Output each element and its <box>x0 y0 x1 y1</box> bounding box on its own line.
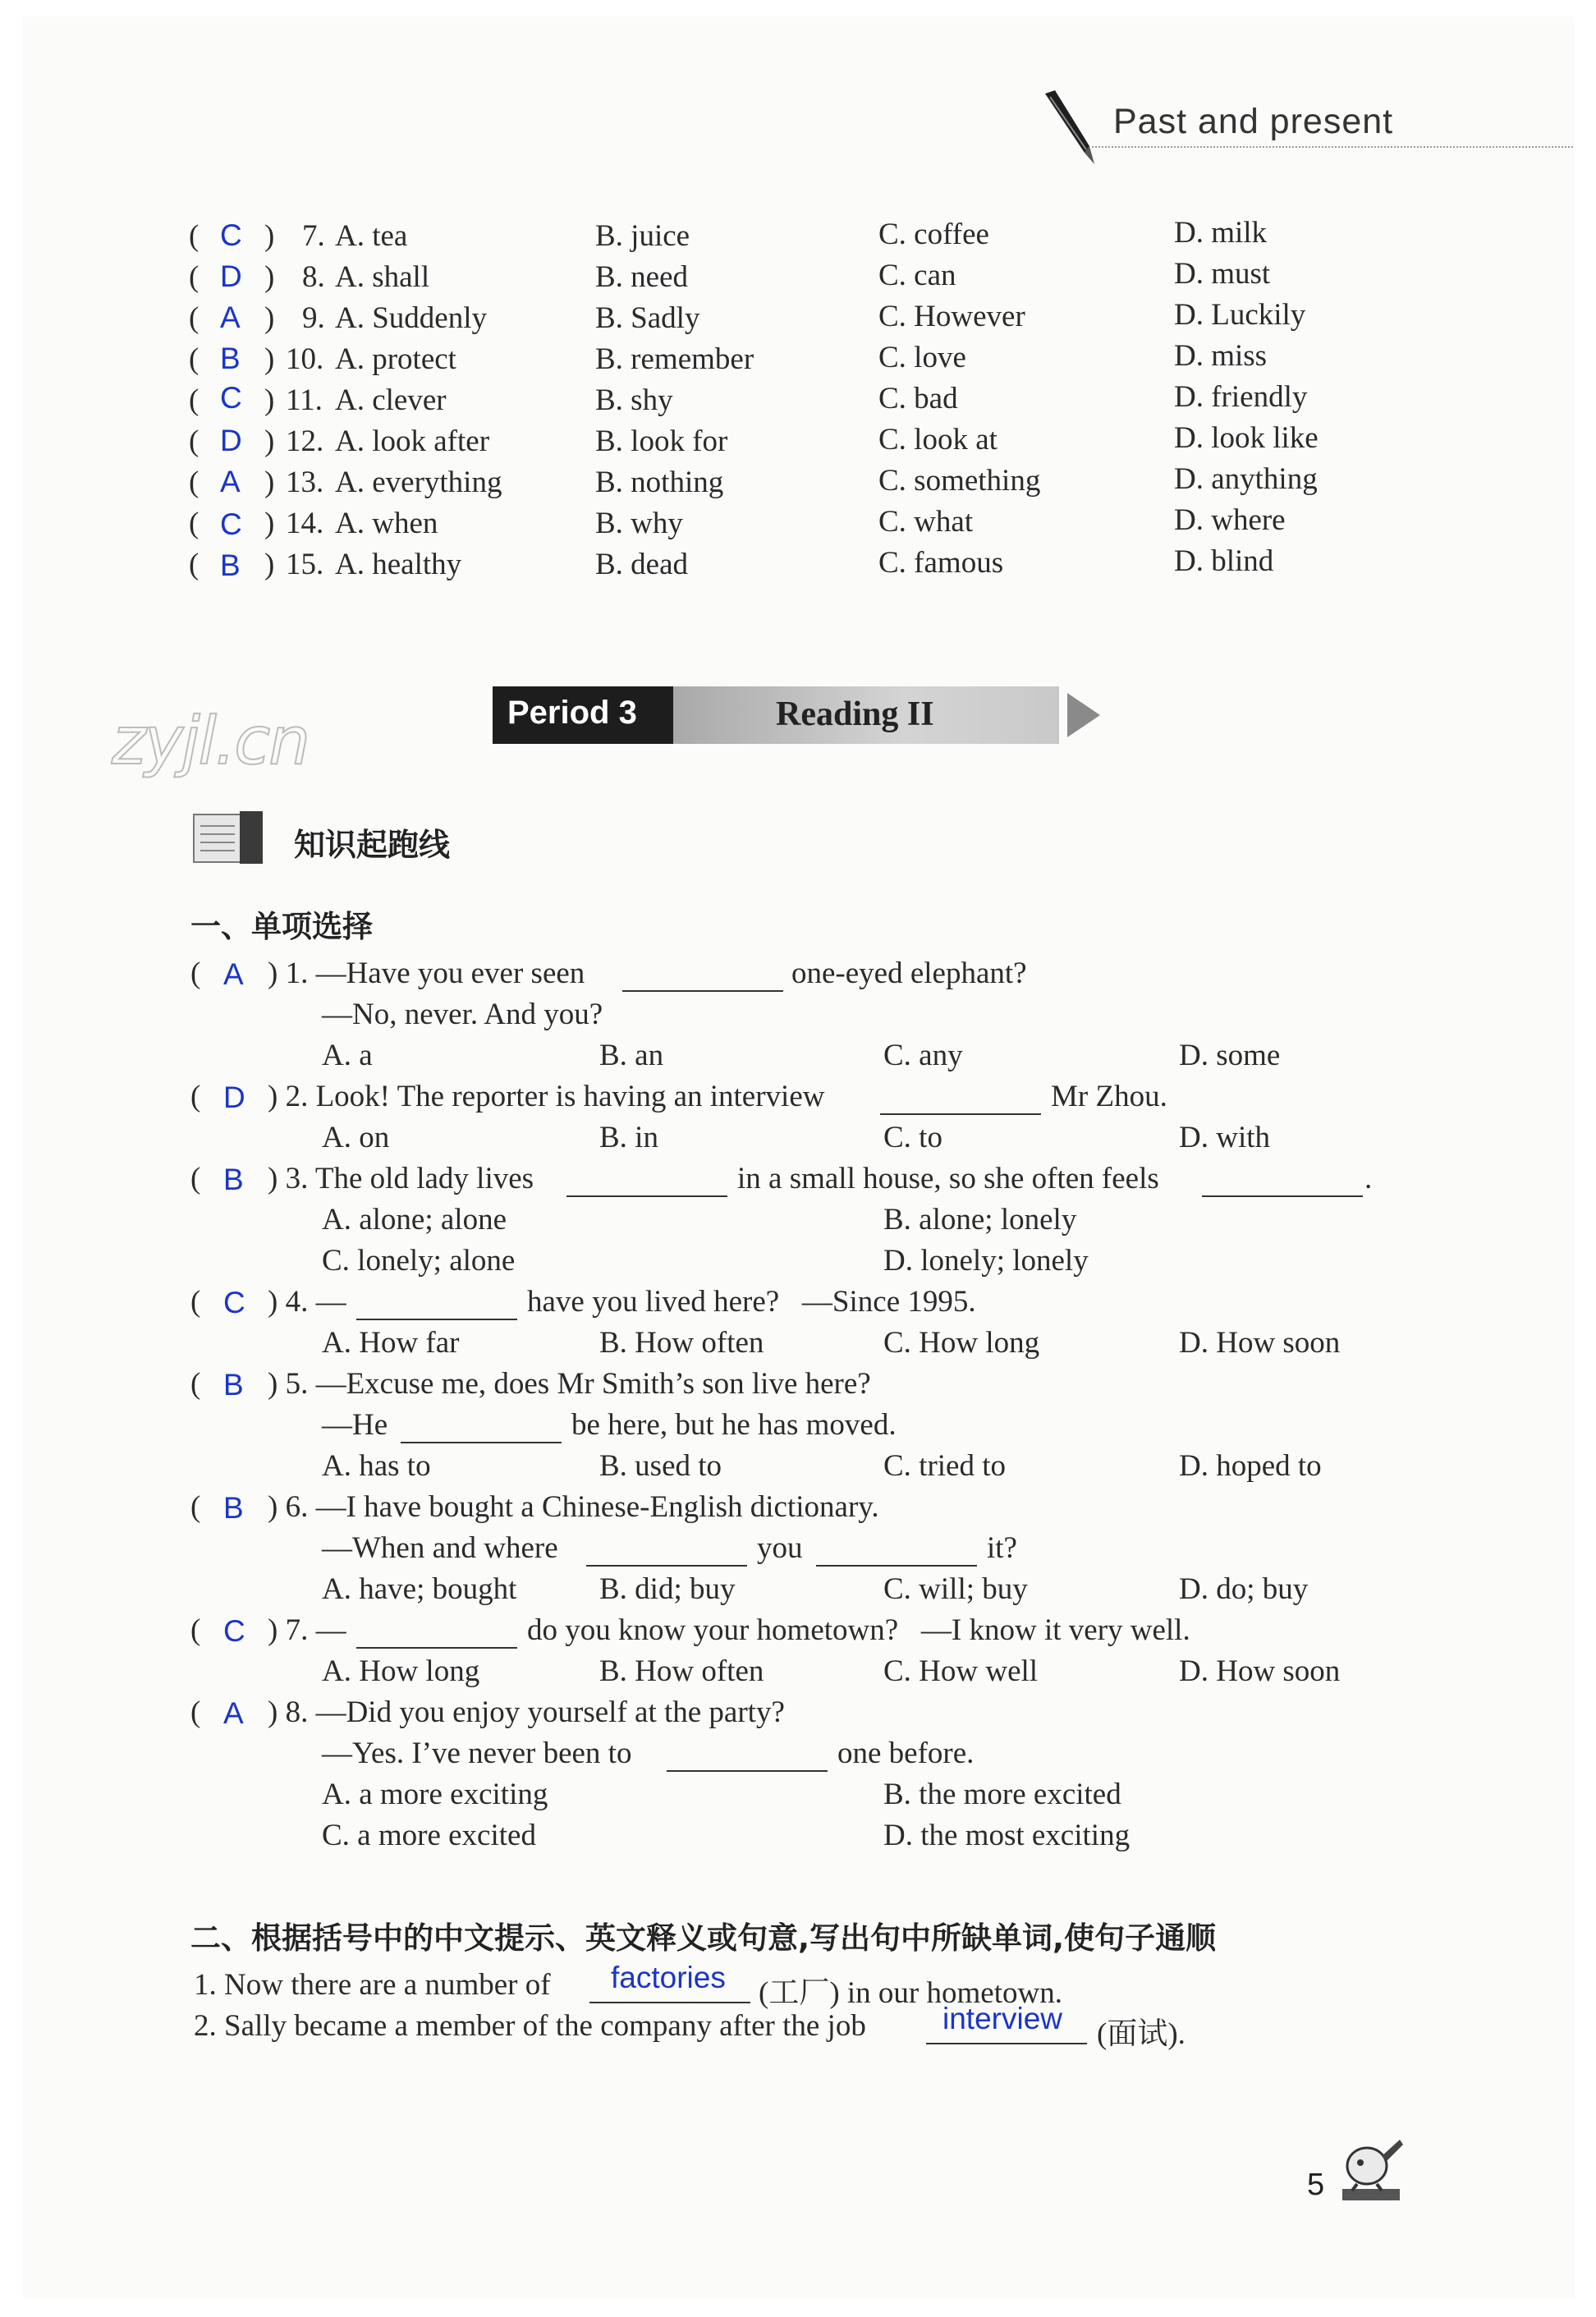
heading-fill-in: 二、根据括号中的中文提示、英文释义或句意,写出句中所缺单词,使句子通顺 <box>190 1920 1217 1956</box>
answer-blank <box>1202 1195 1363 1197</box>
answer-mark: C <box>220 218 242 252</box>
answer-mark: B <box>220 342 241 375</box>
answer-blank <box>816 1565 977 1567</box>
header-rule <box>1092 146 1573 148</box>
answer-blank <box>589 2002 750 2003</box>
page-number: 5 <box>1307 2168 1325 2202</box>
answer-mark: C <box>223 1614 245 1648</box>
answer-blank <box>586 1565 747 1567</box>
answer-mark: C <box>223 1286 245 1319</box>
answer-mark: C <box>220 381 242 415</box>
header-title: Past and present <box>1113 102 1394 141</box>
answer-blank <box>667 1770 828 1772</box>
answer-blank <box>880 1113 1041 1115</box>
period-label: Period 3 <box>507 695 637 731</box>
answer-mark: A <box>220 465 241 498</box>
pen-icon <box>1039 89 1104 171</box>
answer-blank <box>622 990 783 992</box>
answer-mark: A <box>223 957 244 991</box>
mascot-icon <box>1334 2131 1408 2209</box>
answer-mark: D <box>220 424 242 457</box>
answer-mark: A <box>220 301 241 334</box>
answer-blank <box>566 1195 727 1197</box>
answer-mark: A <box>223 1696 244 1730</box>
fill-answer: factories <box>611 1961 726 1994</box>
watermark-logo: zyjl.cn <box>112 703 309 779</box>
answer-blank <box>356 1319 517 1320</box>
answer-mark: B <box>223 1163 244 1196</box>
answer-blank <box>401 1442 562 1443</box>
answer-mark: B <box>220 548 241 582</box>
answer-blank <box>926 2043 1087 2044</box>
answer-mark: D <box>220 259 242 293</box>
book-icon <box>190 810 266 867</box>
answer-mark: B <box>223 1368 244 1402</box>
section-title: 知识起跑线 <box>294 827 451 863</box>
answer-mark: B <box>223 1491 244 1525</box>
fill-answer: interview <box>942 2002 1062 2035</box>
answer-mark: D <box>223 1081 245 1114</box>
reading-label: Reading II <box>776 695 934 733</box>
answer-mark: C <box>220 507 242 541</box>
answer-blank <box>356 1647 517 1649</box>
arrow-icon <box>1067 693 1100 737</box>
heading-single-choice: 一、单项选择 <box>190 909 373 944</box>
period-banner <box>493 686 1059 744</box>
